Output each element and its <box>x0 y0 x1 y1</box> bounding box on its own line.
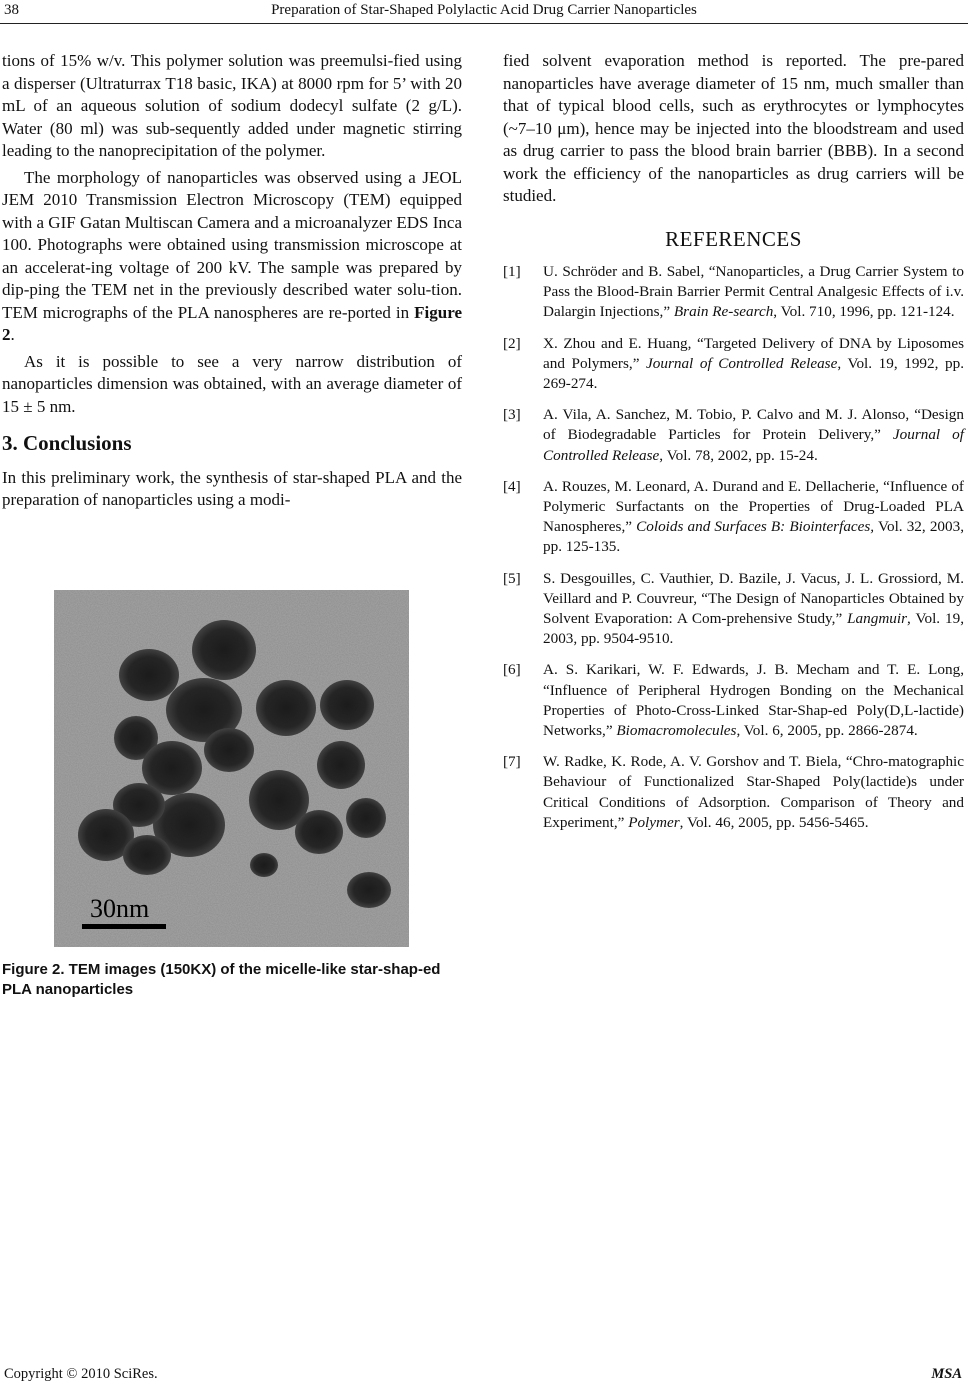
reference-item <box>503 569 964 650</box>
running-title: Preparation of Star-Shaped Polylactic Acid Drug Carrier Nanoparticles <box>271 2 697 18</box>
reference-journal: Brain Re-search <box>673 303 774 321</box>
journal-abbreviation: MSA <box>931 1366 962 1382</box>
page-footer <box>0 1366 968 1386</box>
header-rule <box>0 23 968 24</box>
reference-journal: Langmuir <box>847 610 908 628</box>
reference-number: [1] <box>503 263 521 280</box>
copyright-notice: Copyright © 2010 SciRes. <box>4 1366 158 1382</box>
reference-item <box>503 262 964 323</box>
reference-number: [7] <box>503 753 521 771</box>
paragraph: As it is possible to see a very narrow distribution of nanoparticles dimension was obtained, with an average diameter of 15 ± 5 nm. <box>2 351 462 416</box>
reference-number: [6] <box>503 661 521 679</box>
reference-item <box>503 477 964 558</box>
reference-text: A. Vila, A. Sanchez, M. Tobio, P. Calvo and M. J. Alonso, “Design of Biodegradable Particles for Protein Delivery,” <box>543 406 964 444</box>
reference-number: [3] <box>503 406 521 424</box>
references-heading: REFERENCES <box>665 226 802 251</box>
reference-item <box>503 405 964 466</box>
reference-details: , Vol. 46, 2005, pp. 5456-5465. <box>679 813 869 831</box>
scale-bar <box>82 924 166 929</box>
reference-details: , Vol. 6, 2005, pp. 2866-2874. <box>736 722 918 740</box>
page-number: 38 <box>4 2 19 18</box>
reference-details: , Vol. 710, 1996, pp. 121-124. <box>773 303 955 321</box>
reference-journal: Biomacromolecules <box>616 722 737 740</box>
reference-text: A. S. Karikari, W. F. Edwards, J. B. Mecham and T. E. Long, “Influence of Peripheral Hydrogen Bonding on the Mechanical Properties of Photo-Cross-Linked Star-Shap-ed Poly(D,L-lactide) Networks,” <box>543 661 964 740</box>
page-header <box>0 0 968 22</box>
reference-text: W. Radke, K. Rode, A. V. Gorshov and T. Biela, “Chro-matographic Behaviour of Functionalized Star-Shaped Poly(lactide)s under Critical Conditions of Adsorption. Comparison of Theory and Experiment,” <box>543 753 964 831</box>
reference-text: A. Rouzes, M. Leonard, A. Durand and E. Dellacherie, “Influence of Polymeric Surfactants on the Properties of Drug-Loaded PLA Nanospheres,” <box>543 477 964 536</box>
paragraph: tions of 15% w/v. This polymer solution was preemulsi-fied using a disperser (Ultraturrax T18 basic, IKA) at 8000 rpm for 5’ with 20 mL of an aqueous solution of sodium dodecyl sulfate (2 g/L). Water (80 ml) was sub-sequently added under magnetic stirring leading to the nanoprecipitation of the polymer. <box>2 51 462 160</box>
paragraph: In this preliminary work, the synthesis of star-shaped PLA and the preparation of nanoparticles using a modi- <box>2 467 462 509</box>
reference-item <box>503 660 964 741</box>
scale-bar-label: 30nm <box>90 894 150 923</box>
reference-journal: Polymer <box>628 813 680 831</box>
reference-number: [5] <box>503 569 521 587</box>
reference-text: X. Zhou and E. Huang, “Targeted Delivery of DNA by Liposomes and Polymers,” <box>543 334 964 372</box>
reference-text: S. Desgouilles, C. Vauthier, D. Bazile, J. Vacus, J. L. Grossiord, M. Veillard and P. Couvreur, “The Design of Nanoparticles Obtained by Solvent Evaporation: A Com-prehensive Study,” <box>543 569 964 628</box>
reference-journal: Coloids and Surfaces B: Biointerfaces, <box>636 518 875 536</box>
reference-journal: Journal of Controlled Release <box>543 426 964 464</box>
reference-journal: Journal of Controlled Release <box>646 354 838 372</box>
left-column <box>2 50 462 516</box>
conclusions-heading: 3. Conclusions <box>2 431 132 455</box>
tem-micrograph <box>54 590 409 947</box>
right-column <box>503 50 964 844</box>
figure-reference-link[interactable]: Figure 2 <box>2 302 462 344</box>
paragraph: fied solvent evaporation method is reported. The pre-pared nanoparticles have average diameter of 15 nm, much smaller than that of typical blood cells, such as erythrocytes or lymphocytes (~7–10 μm), hence may be injected into the bloodstream and used as drug carrier to pass the blood brain barrier (BBB). In a second work the efficiency of the nanoparticles as drug carriers will be studied. <box>503 51 964 205</box>
reference-details: , Vol. 19, 1992, pp. 269-274. <box>543 354 964 393</box>
reference-list <box>503 262 964 833</box>
reference-number: [2] <box>503 334 521 352</box>
paragraph-text: The morphology of nanoparticles was observed using a JEOL JEM 2010 Transmission Electron Microscopy (TEM) equipped with a GIF Gatan Multiscan Camera and a microanalyzer EDS Inca 100. Photographs were obtained using transmission microscope at an accelerat-ing voltage of 200 kV. The sample was prepared by dip-ping the TEM net in the previously described water solu-tion. TEM micrographs of the PLA nanospheres are re-ported in <box>2 167 462 322</box>
reference-number: [4] <box>503 477 521 495</box>
paragraph-tem <box>2 167 462 347</box>
reference-details: , Vol. 78, 2002, pp. 15-24. <box>659 446 818 464</box>
reference-text: U. Schröder and B. Sabel, “Nanoparticles, a Drug Carrier System to Pass the Blood-Brain Barrier Permit Central Analgesic Effects of i.v. Dalargin Injections,” <box>543 263 964 321</box>
reference-item <box>503 752 964 833</box>
period: . <box>10 325 15 344</box>
reference-item <box>503 334 964 395</box>
reference-details: Vol. 32, 2003, pp. 125-135. <box>543 518 964 556</box>
reference-details: , Vol. 19, 2003, pp. 9504-9510. <box>543 610 964 648</box>
figure-caption: Figure 2. TEM images (150KX) of the micelle-like star-shap-ed PLA nanoparticles <box>2 961 441 998</box>
